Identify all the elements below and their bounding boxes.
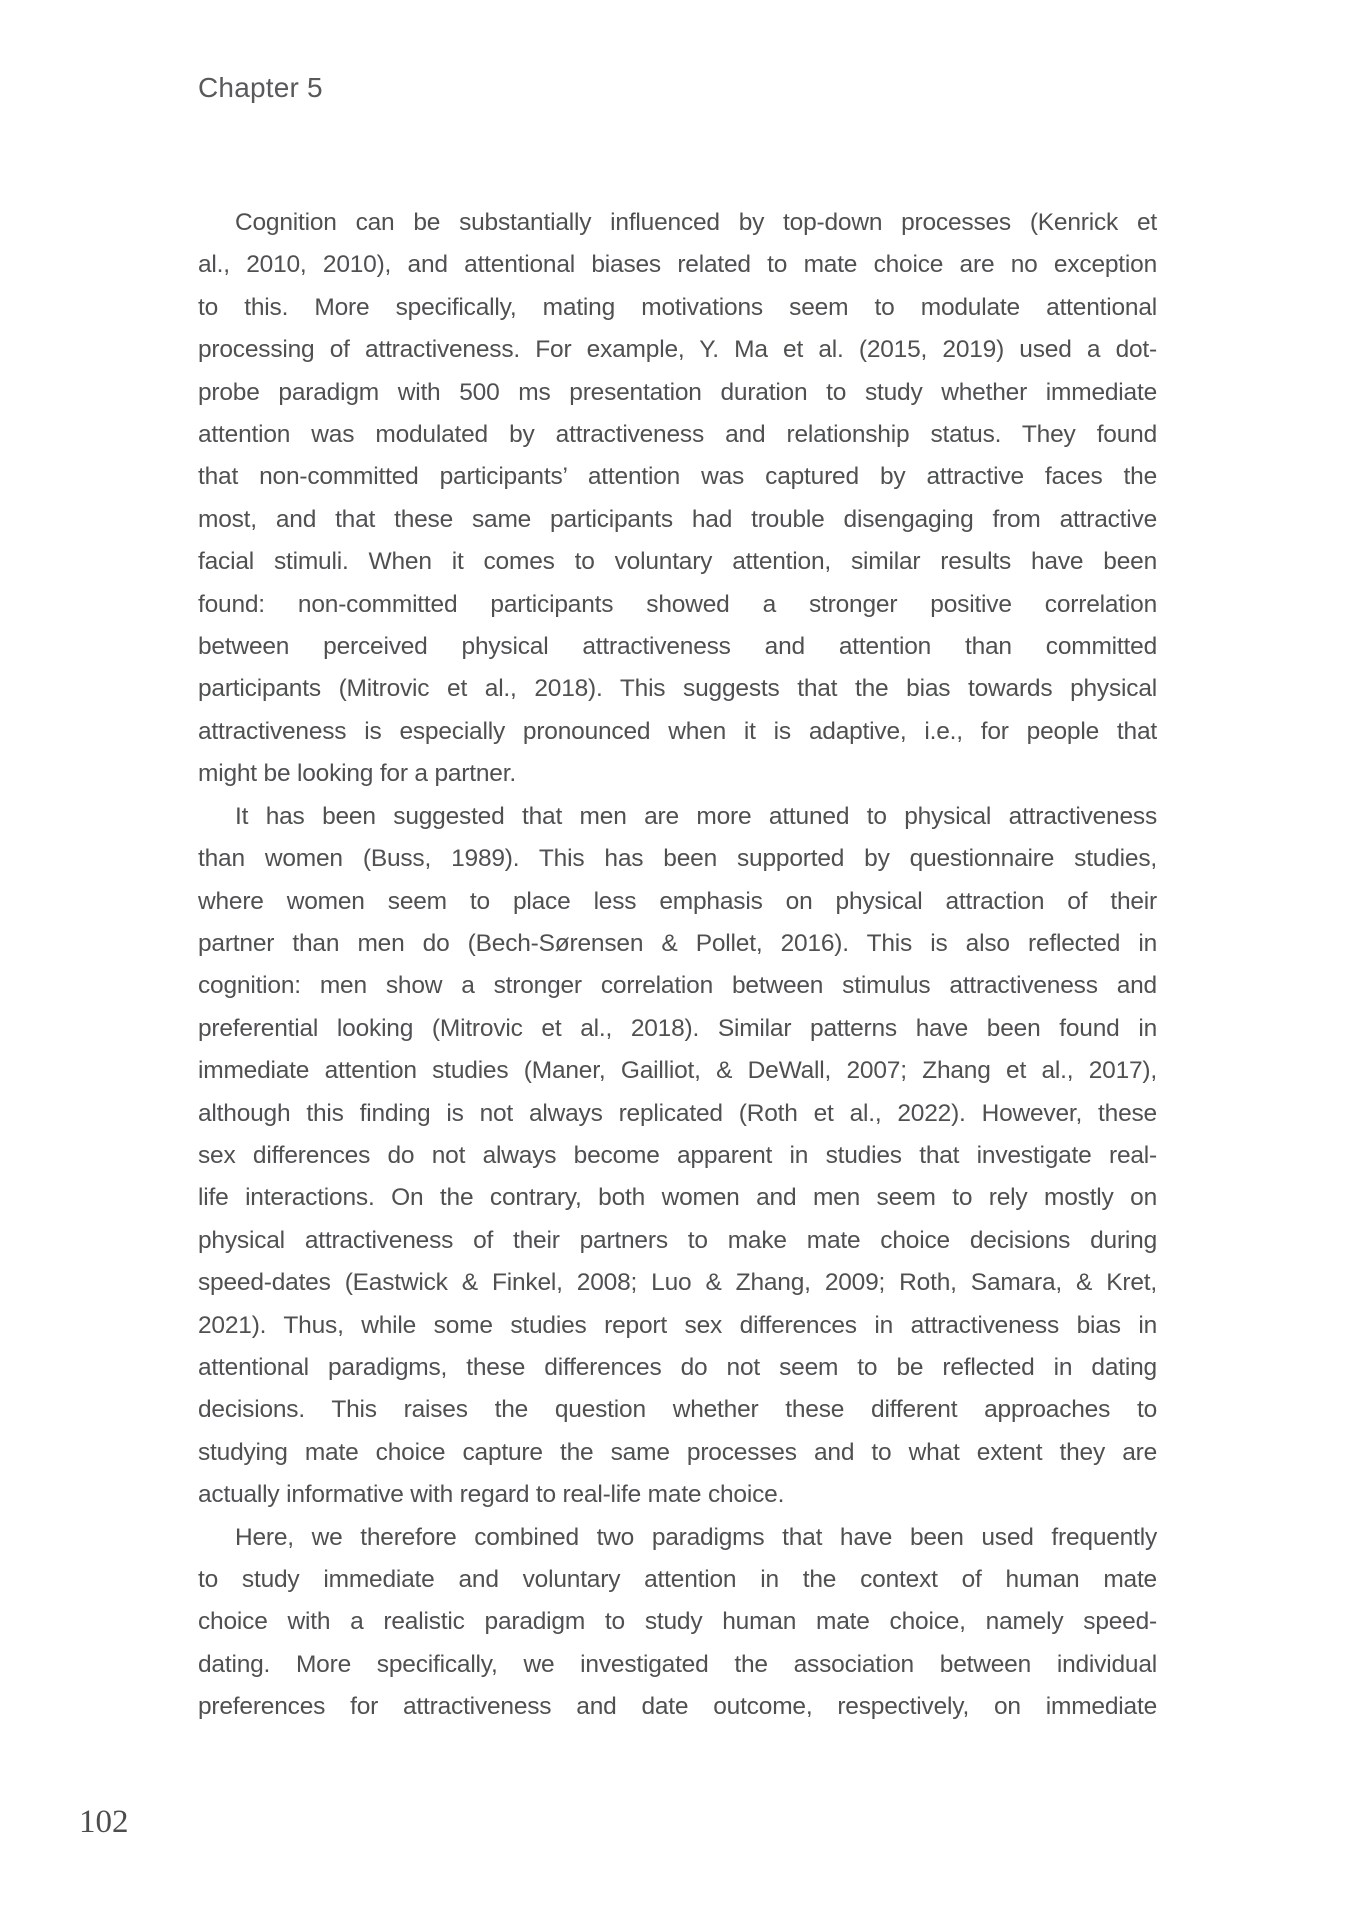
text-line: physical attractiveness of their partners to make mate choice decisions during [198, 1226, 1157, 1254]
text-line: partner than men do (Bech-Sørensen & Pollet, 2016). This is also reflected in [198, 929, 1157, 957]
text-line: probe paradigm with 500 ms presentation duration to study whether immediate [198, 378, 1157, 406]
text-line: Cognition can be substantially influenced by top-down processes (Kenrick et [235, 209, 1157, 236]
text-line: decisions. This raises the question whether these different approaches to [198, 1396, 1157, 1424]
text-line: preferences for attractiveness and date outcome, respectively, on immediate [198, 1693, 1157, 1721]
text-line: speed-dates (Eastwick & Finkel, 2008; Luo & Zhang, 2009; Roth, Samara, & Kret, [198, 1269, 1157, 1297]
text-line: participants (Mitrovic et al., 2018). This suggests that the bias towards physical [198, 675, 1157, 703]
text-line: Here, we therefore combined two paradigms that have been used frequently [235, 1523, 1157, 1551]
text-line: where women seem to place less emphasis on physical attraction of their [198, 887, 1157, 915]
page-number: 102 [79, 1804, 129, 1840]
body-text [198, 202, 1157, 1729]
text-line: al., 2010, 2010), and attentional biases related to mate choice are no exception [198, 251, 1157, 279]
text-line: between perceived physical attractiveness and attention than committed [198, 633, 1157, 661]
text-line: attractiveness is especially pronounced when it is adaptive, i.e., for people that [198, 717, 1157, 745]
text-line: than women (Buss, 1989). This has been supported by questionnaire studies, [198, 845, 1157, 873]
text-line: preferential looking (Mitrovic et al., 2018). Similar patterns have been found in [198, 1014, 1157, 1042]
text-line: actually informative with regard to real-life mate choice. [198, 1481, 785, 1509]
text-line: to study immediate and voluntary attention in the context of human mate [198, 1566, 1157, 1593]
text-line: most, and that these same participants had trouble disengaging from attractive [198, 505, 1157, 533]
chapter-header: Chapter 5 [198, 72, 323, 103]
text-line: studying mate choice capture the same processes and to what extent they are [198, 1438, 1157, 1466]
text-line: It has been suggested that men are more attuned to physical attractiveness [235, 802, 1157, 830]
text-line: might be looking for a partner. [198, 760, 516, 788]
text-line: processing of attractiveness. For example, Y. Ma et al. (2015, 2019) used a dot- [198, 336, 1157, 364]
text-line: attentional paradigms, these differences do not seem to be reflected in dating [198, 1353, 1157, 1381]
text-line: attention was modulated by attractiveness and relationship status. They found [198, 421, 1157, 449]
text-line: although this finding is not always replicated (Roth et al., 2022). However, these [198, 1099, 1157, 1127]
text-line: dating. More specifically, we investigated the association between individual [198, 1650, 1157, 1678]
text-line: sex differences do not always become apparent in studies that investigate real- [198, 1141, 1157, 1169]
text-line: found: non-committed participants showed a stronger positive correlation [198, 590, 1157, 618]
text-line: facial stimuli. When it comes to voluntary attention, similar results have been [198, 548, 1157, 576]
text-line: immediate attention studies (Maner, Gailliot, & DeWall, 2007; Zhang et al., 2017), [198, 1057, 1157, 1085]
text-line: 2021). Thus, while some studies report sex differences in attractiveness bias in [198, 1311, 1157, 1339]
text-line: cognition: men show a stronger correlation between stimulus attractiveness and [198, 972, 1157, 1000]
text-line: choice with a realistic paradigm to study human mate choice, namely speed- [198, 1608, 1157, 1636]
text-line: that non-committed participants’ attention was captured by attractive faces the [198, 463, 1157, 491]
text-line: life interactions. On the contrary, both women and men seem to rely mostly on [198, 1184, 1157, 1212]
text-line: to this. More specifically, mating motivations seem to modulate attentional [198, 293, 1157, 321]
